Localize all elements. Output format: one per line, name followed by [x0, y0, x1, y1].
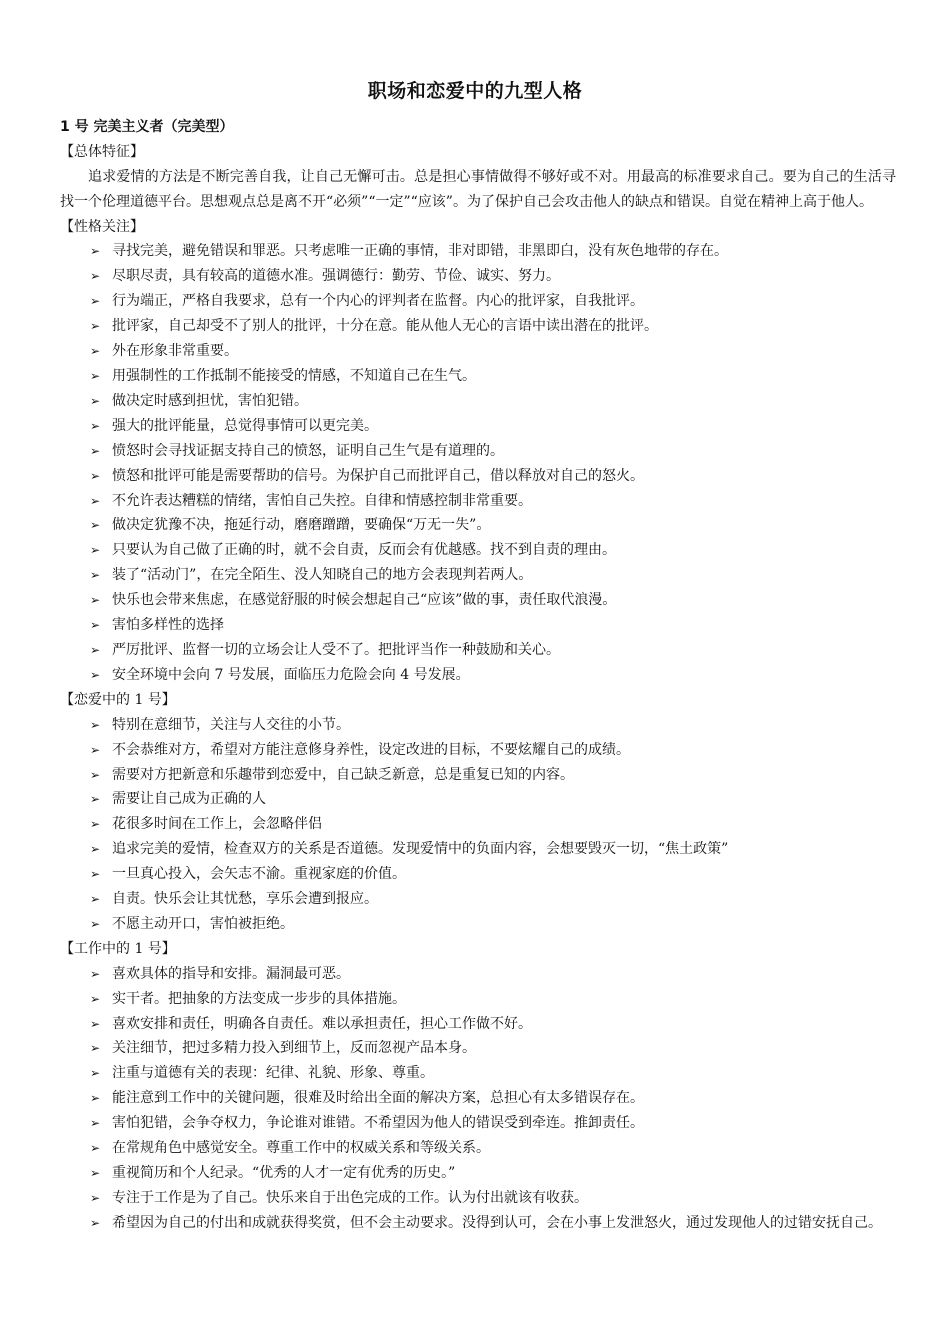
list-item — [60, 389, 896, 414]
arrow-bullet-icon: ➢ — [90, 319, 101, 334]
arrow-bullet-icon: ➢ — [90, 1116, 101, 1131]
list-item — [60, 887, 896, 912]
list-item — [60, 464, 896, 489]
love-heading: 【恋爱中的 1 号】 — [60, 691, 176, 708]
list-item — [60, 1086, 896, 1111]
list-item-text: 安全环境中会向 7 号发展，面临压力危险会向 4 号发展。 — [112, 666, 470, 683]
arrow-bullet-icon: ➢ — [90, 792, 101, 807]
list-item — [60, 837, 896, 862]
list-item-text: 关注细节，把过多精力投入到细节上，反而忽视产品本身。 — [112, 1040, 476, 1057]
list-item-text: 喜欢安排和责任，明确各自责任。难以承担责任，担心工作做不好。 — [112, 1015, 532, 1032]
list-item-text: 不会恭维对方，希望对方能注意修身养性，设定改进的目标，不要炫耀自己的成绩。 — [112, 741, 630, 758]
list-item — [60, 264, 896, 289]
list-item — [60, 1012, 896, 1037]
list-item-text: 害怕多样性的选择 — [112, 617, 224, 634]
arrow-bullet-icon: ➢ — [90, 892, 101, 907]
list-item-text: 希望因为自己的付出和成就获得奖赏，但不会主动要求。没得到认可，会在小事上发泄怒火，通过发现他人的过错安抚自己。 — [112, 1214, 882, 1231]
list-item — [60, 339, 896, 364]
arrow-bullet-icon: ➢ — [90, 916, 101, 931]
list-item-text: 做决定犹豫不决，拖延行动，磨磨蹭蹭，要确保“万无一失”。 — [112, 517, 491, 534]
list-item — [60, 962, 896, 987]
arrow-bullet-icon: ➢ — [90, 867, 101, 882]
arrow-bullet-icon: ➢ — [90, 443, 101, 458]
arrow-bullet-icon: ➢ — [90, 1190, 101, 1205]
arrow-bullet-icon: ➢ — [90, 842, 101, 857]
focus-list — [60, 239, 896, 687]
arrow-bullet-icon: ➢ — [90, 717, 101, 732]
list-item-text: 一旦真心投入，会矢志不渝。重视家庭的价值。 — [112, 866, 406, 883]
arrow-bullet-icon: ➢ — [90, 369, 101, 384]
arrow-bullet-icon: ➢ — [90, 1165, 101, 1180]
list-item-text: 专注于工作是为了自己。快乐来自于出色完成的工作。认为付出就该有收获。 — [112, 1189, 588, 1206]
list-item — [60, 563, 896, 588]
list-item — [60, 987, 896, 1012]
list-item — [60, 787, 896, 812]
list-item-text: 重视简历和个人纪录。“优秀的人才一定有优秀的历史。” — [112, 1164, 456, 1181]
list-item-text: 愤怒时会寻找证据支持自己的愤怒，证明自己生气是有道理的。 — [112, 442, 504, 459]
list-item-text: 装了“活动门”，在完全陌生、没人知晓自己的地方会表现判若两人。 — [112, 567, 533, 584]
list-item-text: 追求完美的爱情，检查双方的关系是否道德。发现爱情中的负面内容，会想要毁灭一切，“焦土政策” — [112, 841, 729, 858]
list-item — [60, 638, 896, 663]
arrow-bullet-icon: ➢ — [90, 817, 101, 832]
love-list — [60, 713, 896, 937]
arrow-bullet-icon: ➢ — [90, 269, 101, 284]
list-item-text: 行为端正，严格自我要求，总有一个内心的评判者在监督。内心的批评家，自我批评。 — [112, 293, 644, 310]
list-item-text: 只要认为自己做了正确的时，就不会自责，反而会有优越感。找不到自责的理由。 — [112, 542, 616, 559]
list-item — [60, 588, 896, 613]
arrow-bullet-icon: ➢ — [90, 418, 101, 433]
list-item-text: 批评家，自己却受不了别人的批评，十分在意。能从他人无心的言语中读出潜在的批评。 — [112, 318, 658, 335]
list-item-text: 实干者。把抽象的方法变成一步步的具体措施。 — [112, 990, 406, 1007]
overall-paragraph: 追求爱情的方法是不断完善自我，让自己无懈可击。总是担心事情做得不够好或不对。用最高的标准要求自己。要为自己的生活寻找一个伦理道德平台。思想观点总是离不开“必须”“一定”“应该”。为了保护自己会攻击他人的缺点和错误。自觉在精神上高于他人。 — [60, 168, 896, 210]
document-body — [60, 115, 896, 1236]
work-list — [60, 962, 896, 1236]
arrow-bullet-icon: ➢ — [90, 244, 101, 259]
list-item — [60, 713, 896, 738]
list-item-text: 喜欢具体的指导和安排。漏洞最可恶。 — [112, 965, 350, 982]
list-item — [60, 239, 896, 264]
arrow-bullet-icon: ➢ — [90, 543, 101, 558]
list-item-text: 用强制性的工作抵制不能接受的情感，不知道自己在生气。 — [112, 368, 476, 385]
arrow-bullet-icon: ➢ — [90, 518, 101, 533]
list-item — [60, 538, 896, 563]
list-item-text: 不愿主动开口，害怕被拒绝。 — [112, 915, 294, 932]
list-item-text: 愤怒和批评可能是需要帮助的信号。为保护自己而批评自己，借以释放对自己的怒火。 — [112, 467, 644, 484]
arrow-bullet-icon: ➢ — [90, 1041, 101, 1056]
list-item-text: 害怕犯错，会争夺权力，争论谁对谁错。不希望因为他人的错误受到牵连。推卸责任。 — [112, 1115, 644, 1132]
list-item — [60, 812, 896, 837]
list-item — [60, 314, 896, 339]
overall-heading: 【总体特征】 — [60, 143, 144, 160]
list-item-text: 自责。快乐会让其忧愁，享乐会遭到报应。 — [112, 891, 378, 908]
arrow-bullet-icon: ➢ — [90, 568, 101, 583]
list-item — [60, 862, 896, 887]
list-item-text: 外在形象非常重要。 — [112, 343, 238, 360]
list-item-text: 在常规角色中感觉安全。尊重工作中的权威关系和等级关系。 — [112, 1140, 490, 1157]
list-item — [60, 738, 896, 763]
arrow-bullet-icon: ➢ — [90, 493, 101, 508]
arrow-bullet-icon: ➢ — [90, 393, 101, 408]
list-item — [60, 1061, 896, 1086]
arrow-bullet-icon: ➢ — [90, 618, 101, 633]
list-item-text: 快乐也会带来焦虑，在感觉舒服的时候会想起自己“应该”做的事，责任取代浪漫。 — [112, 592, 617, 609]
list-item-text: 注重与道德有关的表现：纪律、礼貌、形象、尊重。 — [112, 1065, 434, 1082]
arrow-bullet-icon: ➢ — [90, 593, 101, 608]
arrow-bullet-icon: ➢ — [90, 294, 101, 309]
arrow-bullet-icon: ➢ — [90, 1091, 101, 1106]
list-item — [60, 364, 896, 389]
arrow-bullet-icon: ➢ — [90, 1066, 101, 1081]
list-item-text: 需要让自己成为正确的人 — [112, 791, 266, 808]
list-item-text: 尽职尽责，具有较高的道德水准。强调德行：勤劳、节俭、诚实、努力。 — [112, 268, 560, 285]
list-item-text: 不允许表达糟糕的情绪，害怕自己失控。自律和情感控制非常重要。 — [112, 492, 532, 509]
list-item — [60, 763, 896, 788]
list-item-text: 需要对方把新意和乐趣带到恋爱中，自己缺乏新意，总是重复已知的内容。 — [112, 766, 574, 783]
arrow-bullet-icon: ➢ — [90, 1215, 101, 1230]
arrow-bullet-icon: ➢ — [90, 742, 101, 757]
list-item-text: 特别在意细节，关注与人交往的小节。 — [112, 716, 350, 733]
list-item-text: 寻找完美，避免错误和罪恶。只考虑唯一正确的事情，非对即错，非黑即白，没有灰色地带的存在。 — [112, 243, 728, 260]
list-item-text: 花很多时间在工作上，会忽略伴侣 — [112, 816, 322, 833]
arrow-bullet-icon: ➢ — [90, 966, 101, 981]
list-item — [60, 1136, 896, 1161]
focus-heading: 【性格关注】 — [60, 218, 144, 235]
list-item — [60, 1111, 896, 1136]
work-heading: 【工作中的 1 号】 — [60, 940, 176, 957]
list-item — [60, 439, 896, 464]
arrow-bullet-icon: ➢ — [90, 767, 101, 782]
list-item — [60, 663, 896, 688]
list-item-text: 做决定时感到担忧，害怕犯错。 — [112, 392, 308, 409]
list-item — [60, 513, 896, 538]
list-item — [60, 414, 896, 439]
list-item — [60, 1211, 896, 1236]
list-item-text: 严厉批评、监督一切的立场会让人受不了。把批评当作一种鼓励和关心。 — [112, 641, 560, 658]
document-title: 职场和恋爱中的九型人格 — [367, 80, 583, 102]
list-item — [60, 912, 896, 937]
arrow-bullet-icon: ➢ — [90, 667, 101, 682]
type-heading: 1 号 完美主义者（完美型） — [60, 119, 234, 135]
arrow-bullet-icon: ➢ — [90, 642, 101, 657]
list-item — [60, 1036, 896, 1061]
arrow-bullet-icon: ➢ — [90, 344, 101, 359]
list-item — [60, 1186, 896, 1211]
list-item-text: 强大的批评能量，总觉得事情可以更完美。 — [112, 417, 378, 434]
list-item — [60, 289, 896, 314]
arrow-bullet-icon: ➢ — [90, 468, 101, 483]
list-item — [60, 1161, 896, 1186]
list-item — [60, 613, 896, 638]
arrow-bullet-icon: ➢ — [90, 1016, 101, 1031]
arrow-bullet-icon: ➢ — [90, 1141, 101, 1156]
list-item-text: 能注意到工作中的关键问题，很难及时给出全面的解决方案，总担心有太多错误存在。 — [112, 1090, 644, 1107]
list-item — [60, 489, 896, 514]
arrow-bullet-icon: ➢ — [90, 991, 101, 1006]
